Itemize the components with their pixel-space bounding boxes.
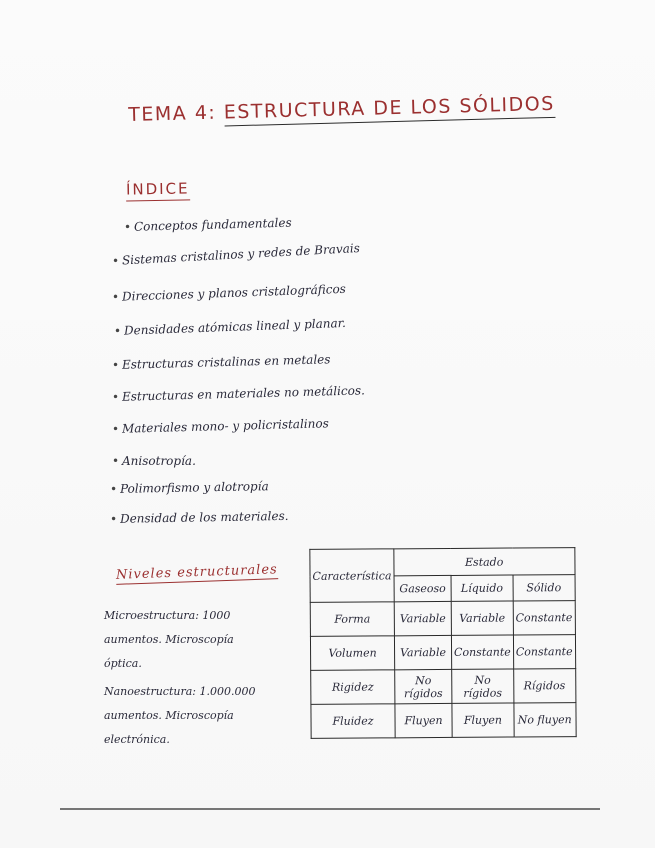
table-row <box>310 635 575 671</box>
table-cell: Variable <box>394 635 451 669</box>
list-item: • Direcciones y planos cristalográficos <box>111 281 347 304</box>
list-item: • Conceptos fundamentales <box>123 215 292 234</box>
page-bottom-edge <box>60 808 600 810</box>
table-row <box>311 669 576 705</box>
characteristic-header: Característica <box>310 549 394 603</box>
bullet-icon: • <box>111 289 120 304</box>
list-item: • Anisotropía. <box>112 454 196 468</box>
row-label: Forma <box>310 602 394 637</box>
table-cell: Rígidos <box>513 669 575 703</box>
bullet-icon: • <box>123 219 132 234</box>
list-item: • Materiales mono- y policristalinos <box>111 416 329 436</box>
title-prefix: TEMA 4: <box>128 101 217 126</box>
list-item: • Estructuras en materiales no metálicos. <box>111 383 366 404</box>
bullet-icon: • <box>113 323 122 338</box>
title-main: ESTRUCTURA DE LOS SÓLIDOS <box>224 93 556 127</box>
bullet-icon: • <box>109 511 118 526</box>
table-cell: No rígidos <box>395 669 452 703</box>
table-cell: No fluyen <box>514 703 576 737</box>
table-cell: Variable <box>451 601 513 635</box>
state-solid-header: Sólido <box>513 575 575 601</box>
row-label: Rigidez <box>311 670 395 705</box>
table-cell: Constante <box>451 635 513 669</box>
bullet-icon: • <box>109 481 118 496</box>
bullet-icon: • <box>111 357 120 372</box>
list-item: • Sistemas cristalinos y redes de Bravais <box>111 241 361 268</box>
table-cell: Constante <box>513 601 575 635</box>
table-cell: Fluyen <box>452 703 514 737</box>
state-liquid-header: Líquido <box>451 575 513 601</box>
table-cell: Constante <box>513 635 575 669</box>
state-gas-header: Gaseoso <box>394 575 451 601</box>
bullet-icon: • <box>111 253 120 268</box>
table-row <box>311 703 576 739</box>
state-header: Estado <box>394 548 575 576</box>
nanostructure-note: Nanoestructura: 1.000.000 aumentos. Microscopía electrónica. <box>104 685 256 746</box>
table-row <box>310 601 575 637</box>
microstructure-note: Microestructura: 1000 aumentos. Microscopía óptica. <box>104 609 234 670</box>
table-cell: Variable <box>394 601 451 635</box>
row-label: Fluidez <box>311 704 395 739</box>
list-item: • Estructuras cristalinas en metales <box>111 352 331 372</box>
list-item: • Densidad de los materiales. <box>109 508 289 526</box>
bullet-icon: • <box>112 454 120 468</box>
states-table <box>309 547 576 739</box>
structural-levels-heading: Niveles estructurales <box>115 562 278 583</box>
page-title <box>128 93 555 126</box>
list-item: • Polimorfismo y alotropía <box>109 479 269 496</box>
states-table-wrapper <box>309 547 576 739</box>
row-label: Volumen <box>310 636 394 671</box>
bullet-icon: • <box>111 389 120 404</box>
index-heading: ÍNDICE <box>126 179 190 201</box>
table-cell: Fluyen <box>395 703 452 737</box>
table-cell: No rígidos <box>452 669 514 703</box>
list-item: • Densidades atómicas lineal y planar. <box>113 315 347 338</box>
bullet-icon: • <box>111 421 120 436</box>
